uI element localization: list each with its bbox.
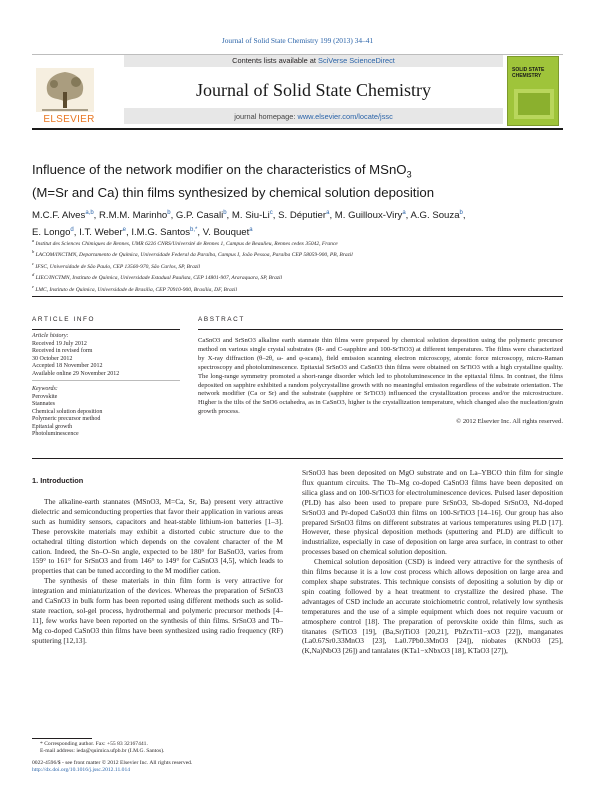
- elsevier-logo: [36, 68, 94, 128]
- keywords-rule: [32, 380, 180, 381]
- corresponding-author: * Corresponding author. Fax: +55 83 32167441.: [40, 741, 148, 747]
- intro-paragraph-1: The alkaline-earth stannates (MSnO3, M=Ca, Sr, Ba) present very attractive dielectric and semiconducting properties that favor their application in various areas such as humidity sensors, capacitors and heat-stable lithium-ion batteries [1–3]. These perovskite materials may exhibit a distorted cubic structure due to the octahedral tilting distortion which depends on the covalent character of the M cation. Indeed, the Sn–O–Sn angle, expected to be 180° for BaSnO3, varies from 159° to 161° for SrSnO3 and from 146° to 149° for CaSnO3 [4,5], which leads to properties that can be tuned according to the M modifier cation.: [32, 497, 283, 576]
- elsevier-tree-icon: [36, 68, 94, 112]
- journal-name: Journal of Solid State Chemistry: [196, 80, 431, 100]
- article-info-heading: ARTICLE INFO: [32, 316, 96, 323]
- author-4[interactable]: M. Siu-Li$^c$,: [231, 210, 279, 222]
- author-list: [32, 206, 563, 240]
- article-history: [32, 333, 180, 378]
- journal-homepage: [124, 112, 503, 121]
- author-11[interactable]: V. Bouquet$^a$: [202, 227, 253, 239]
- affiliation-b: $^b$ LACOM/INCTMN, Departamento de Química, Universidade Federal da Paraíba, Campus I, João Pessoa, Paraíba CEP 58059-900, PB, Brazil: [32, 249, 353, 259]
- article-title: [32, 161, 563, 201]
- contents-strip: [124, 55, 503, 67]
- section-heading-introduction: 1. Introduction: [32, 476, 84, 485]
- author-2[interactable]: R.M.M. Marinho$^b$,: [99, 210, 176, 222]
- affiliation-e: $^e$ LMC, Instituto de Química, Universidade de Brasília, CEP 70910-900, Brasília, DF, Brazil: [32, 283, 237, 293]
- keywords: [32, 386, 180, 439]
- history-revised: Received in revised form: [32, 348, 93, 354]
- author-10[interactable]: I.M.G. Santos$^{b,*}$,: [131, 227, 203, 239]
- article-info-rule: [32, 329, 180, 330]
- keyword-6: Photoluminescence: [32, 431, 79, 437]
- author-8[interactable]: E. Longo$^d$,: [32, 227, 80, 239]
- history-revised-date: 30 October 2012: [32, 355, 73, 362]
- abstract-rule: [198, 329, 563, 330]
- journal-citation[interactable]: Journal of Solid State Chemistry 199 (2013) 34–41: [221, 36, 374, 45]
- author-7[interactable]: A.G. Souza$^b$,: [410, 210, 466, 222]
- keyword-3: Chemical solution deposition: [32, 408, 103, 415]
- intro-paragraph-3: SrSnO3 has been deposited on MgO substrate and on La–YBCO thin film for single flux quantum circuits. The Tb–Mg co-doped CaSnO3 films have been deposited on silica glass and on 100-SrTiO3 for electroluminescence devices. Pulsed laser deposition (PLD) has also been used to prepare pure SrSnO3, Sb-doped SrSnO3, Nd-doped SrSnO3 and Pr-doped CaSnO3 thin films on 100-SrTiO3 [14–16]. Our group has also prepared SrSnO3 films on different substrates at various temperatures using PLD [17]. However, these physical deposition methods (sputtering and PLD) are difficult to industrialize, especially in case of deposition on large area surface, in contrast to other processes based on chemical solution deposition.: [302, 468, 563, 557]
- keyword-2: Stannates: [32, 401, 55, 407]
- abstract-text: CaSnO3 and SrSnO3 alkaline earth stannate thin films were prepared by chemical solution deposition using the polymeric precursor method on various single crystal substrates (R- and C-sapphire and 100-SrTiO3) at different temperatures. The films were characterized by X-ray diffraction (θ–2θ, ω- and φ-scans), field emission scanning electron microscopy, atomic force microscopy, micro-Raman spectroscopy and photoluminescence. Epitaxial SrSnO3 and CaSnO3 thin films were obtained on SrTiO3 with a high crystalline quality. The long-range symmetry promoted a short-range disorder which led to photoluminescence in the epitaxial films. In contrast, the films deposited on sapphire exhibited a random polycrystalline growth with no meaningful emission regardless of the substrate orientation. The network modifier (Ca or Sr) and the substrate (sapphire or SrTiO3) influenced the crystallization process and/or the microstructure. Higher is the tilts of the SnO6 octahedra, as in CaSnO3, higher is the crystallization temperature, which changed also the nucleation/grain growth process.: [198, 337, 563, 416]
- cover-title: [512, 67, 556, 79]
- article-info: [32, 316, 180, 439]
- intro-paragraph-2: The synthesis of these materials in thin film form is very attractive for integration and miniaturization of the devices. Whereas the preparation of SrSnO3 and CaSnO3 in bulk form has been reported using different methods such as solid-state reaction, sol-gel process, hydrothermal and polymeric precursor methods [4–11], few works have been reported on the synthesis of thin films. SrSnO3 and Tb–Mg co-doped CaSnO3 thin films have been synthesized using radio frequency (RF) sputtering [12,13].: [32, 576, 283, 645]
- keywords-label: Keywords:: [32, 386, 58, 392]
- keyword-1: Perovskite: [32, 393, 58, 400]
- affiliation-c: $^c$ IFSC, Universidade de São Paulo, CEP 13560-970, São Carlos, SP, Brazil: [32, 260, 201, 270]
- cover-title-line1: SOLID STATE: [512, 67, 545, 73]
- corresponding-email[interactable]: E-mail address: ieda@quimica.ufpb.br (I.M.G. Santos).: [40, 748, 165, 754]
- history-received: Received 19 July 2012: [32, 340, 87, 347]
- history-online: Available online 29 November 2012: [32, 370, 120, 377]
- sciencedirect-link[interactable]: SciVerse ScienceDirect: [318, 56, 395, 65]
- article-title-line1: Influence of the network modifier on the characteristics of MSnO: [32, 162, 407, 177]
- history-accepted: Accepted 18 November 2012: [32, 363, 103, 369]
- contents-prefix: Contents lists available at: [232, 56, 316, 65]
- article-title-subscript: 3: [406, 169, 412, 180]
- author-6[interactable]: M. Guilloux-Viry$^a$,: [334, 210, 411, 222]
- affiliations: [32, 237, 563, 294]
- article-title-line2: (M=Sr and Ca) thin films synthesized by chemical solution deposition: [32, 184, 435, 200]
- publisher-name: ELSEVIER: [43, 114, 95, 125]
- abstract-copyright: © 2012 Elsevier Inc. All rights reserved.: [456, 418, 563, 426]
- cover-art-icon: [508, 85, 560, 125]
- header-rule: [32, 128, 563, 130]
- body-right-column: [302, 468, 563, 656]
- abstract-section: [198, 316, 563, 425]
- keyword-5: Epitaxial growth: [32, 423, 73, 430]
- keyword-4: Polymeric precursor method: [32, 416, 101, 422]
- affiliation-d: $^d$ LIEC/INCTMN, Instituto de Química, Universidade Estadual Paulista, CEP 14801-907, Araraquara, SP, Brazil: [32, 272, 283, 282]
- homepage-link[interactable]: www.elsevier.com/locate/jssc: [297, 112, 393, 121]
- homepage-prefix: journal homepage:: [234, 112, 296, 121]
- affiliation-rule: [32, 296, 563, 297]
- corresponding-author-footnote: [32, 741, 283, 755]
- doi-link[interactable]: http://dx.doi.org/10.1016/j.jssc.2012.11.014: [32, 767, 131, 773]
- cover-title-line2: CHEMISTRY: [512, 73, 542, 79]
- author-9[interactable]: I.T. Weber$^e$,: [79, 227, 132, 239]
- affiliation-a: $^a$ Institut des Sciences Chimiques de Rennes, UMR 6226 CNRS/Université de Rennes 1, Campus de Beaulieu, Rennes cedex 35042, France: [32, 238, 338, 247]
- journal-header: [32, 54, 563, 128]
- author-5[interactable]: S. Députier$^a$,: [278, 210, 335, 222]
- author-1[interactable]: M.C.F. Alves$^{a,b}$,: [32, 210, 99, 222]
- intro-paragraph-4: Chemical solution deposition (CSD) is indeed very attractive for the synthesis of thin films because it is a low cost process which allows deposition on large area and complex shape substrates. This technique consists of depositing a solution by dip or spin coating followed by a heat treatment to crystallize the desired phase. The advantages of CSD include an accurate stoichiometric control, relatively low synthesis temperatures and the use of a simple equipment which does not require vacuum or atmosphere control [18]. The preparation of perovskite oxide thin films, such as titanates (SrTiO3 [19], (Ba,Sr)TiO3 [20,21], PbZrxTi1−xO3 [22]), manganates (La0.67Sr0.33MnO3 [23], La0.7Pb0.3MnO3 [24]), niobates (KNbO3 [25], (K,Na)NbO3 [26]) and tantalates (KTa1−xNbxO3 [18], KTaO3 [27]),: [302, 557, 563, 656]
- journal-cover-image: [507, 56, 559, 126]
- body-left-column: [32, 468, 283, 646]
- article-identifiers: [32, 760, 283, 774]
- author-3[interactable]: G.P. Casali$^b$,: [175, 210, 232, 222]
- abstract-bottom-rule: [32, 458, 563, 459]
- abstract-heading: ABSTRACT: [198, 316, 245, 323]
- footnote-rule: [32, 738, 92, 739]
- history-label: Article history:: [32, 333, 69, 339]
- issn-line: 0022-4596/$ - see front matter © 2012 Elsevier Inc. All rights reserved.: [32, 760, 193, 766]
